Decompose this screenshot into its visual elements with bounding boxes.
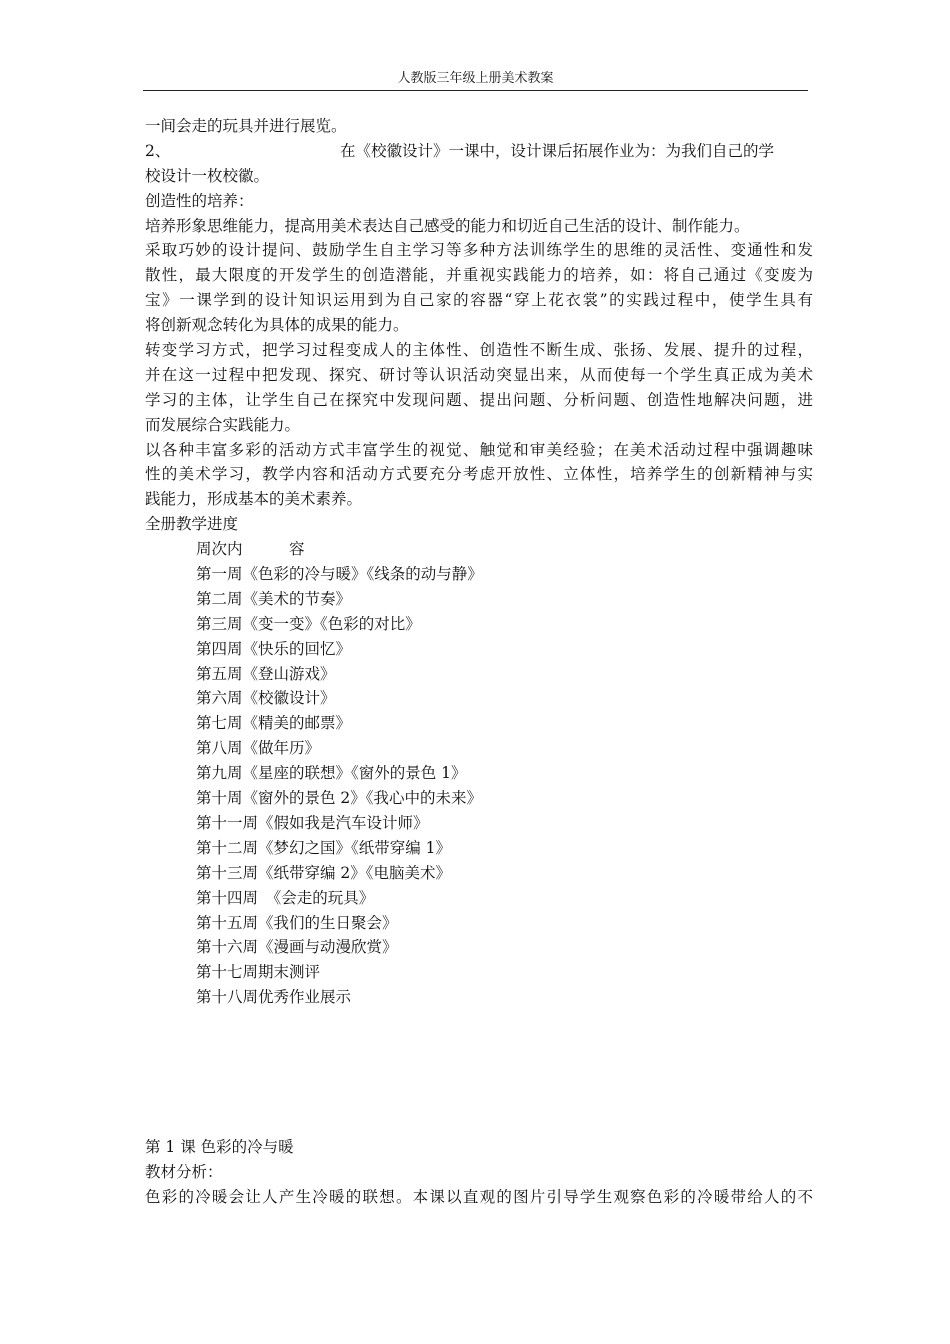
paragraph-line: 将创新观念转化为具体的成果的能力。: [145, 316, 409, 335]
schedule-row: 第一周《色彩的冷与暖》《线条的动与静》: [196, 565, 483, 584]
paragraph-line: 色彩的冷暖会让人产生冷暖的联想。本课以直观的图片引导学生观察色彩的冷暖带给人的不: [145, 1187, 813, 1206]
paragraph-line: 践能力，形成基本的美术素养。: [145, 490, 363, 509]
schedule-row: 第十二周《梦幻之国》《纸带穿编 1》: [196, 838, 452, 857]
schedule-row: 第二周《美术的节奏》: [196, 589, 352, 608]
paragraph-line: 以各种丰富多彩的活动方式丰富学生的视觉、触觉和审美经验；在美术活动过程中强调趣味: [145, 440, 813, 459]
schedule-row: 第十五周《我们的生日聚会》: [196, 913, 398, 932]
schedule-row: 第五周《登山游戏》: [196, 664, 336, 683]
blank-space: [145, 1010, 813, 1135]
schedule-row: 第六周《校徽设计》: [196, 689, 336, 708]
lesson-analysis-heading: 教材分析：: [145, 1162, 223, 1181]
paragraph-line: 散性，最大限度的开发学生的创造潜能，并重视实践能力的培养，如：将自己通过《变废为: [145, 266, 813, 285]
paragraph-line: 宝》一课学到的设计知识运用到为自己家的容器“穿上花衣裳”的实践过程中，使学生具有: [145, 291, 813, 310]
section-heading-schedule: 全册教学进度: [145, 515, 239, 534]
paragraph-line: 学习的主体，让学生自己在探究中发现问题、提出问题、分析问题、创造性地解决问题，进: [145, 390, 813, 409]
schedule-row: 第九周《星座的联想》《窗外的景色 1》: [196, 764, 467, 783]
schedule-list: [196, 537, 813, 1010]
page-header: [143, 70, 808, 91]
schedule-row: 第十三周《纸带穿编 2》《电脑美术》: [196, 863, 452, 882]
schedule-row: 第十六周《漫画与动漫欣赏》: [196, 938, 398, 957]
paragraph-line: 校设计一枚校徽。: [145, 166, 270, 185]
schedule-row: 第四周《快乐的回忆》: [196, 639, 352, 658]
paragraph-line: 一间会走的玩具并进行展览。: [145, 117, 347, 135]
schedule-row: 第三周《变一变》《色彩的对比》: [196, 614, 421, 633]
list-item-number: 2、: [145, 141, 171, 160]
paragraph-line: 而发展综合实践能力。: [145, 415, 301, 434]
header-title: 人教版三年级上册美术教案: [397, 71, 554, 86]
paragraph-line: 转变学习方式，把学习过程变成人的主体性、创造性不断生成、张扬、发展、提升的过程，: [145, 341, 813, 360]
paragraph-line: 采取巧妙的设计提问、鼓励学生自主学习等多种方法训练学生的思维的灵活性、变通性和发: [145, 241, 813, 260]
list-item-text: 在《校徽设计》一课中，设计课后拓展作业为：为我们自己的学: [340, 141, 775, 160]
schedule-row: 第十周《窗外的景色 2》《我心中的未来》: [196, 789, 483, 808]
paragraph-line: 培养形象思维能力，提高用美术表达自己感受的能力和切近自己生活的设计、制作能力。: [145, 216, 750, 235]
schedule-row: 第十八周优秀作业展示: [196, 988, 352, 1007]
schedule-row: 第十七周期末测评: [196, 963, 321, 982]
list-item-2: [145, 139, 813, 164]
schedule-row: 第八周《做年历》: [196, 739, 321, 758]
schedule-row: 第十一周《假如我是汽车设计师》: [196, 813, 429, 832]
paragraph-line: 并在这一过程中把发现、探究、研讨等认识活动突显出来，从而使每一个学生真正成为美术: [145, 365, 813, 384]
schedule-row: 第七周《精美的邮票》: [196, 714, 352, 733]
paragraph-line: 性的美术学习，教学内容和活动方式要充分考虑开放性、立体性，培养学生的创新精神与实: [145, 465, 813, 484]
section-heading-creativity: 创造性的培养：: [145, 191, 254, 210]
lesson-title: 第 1 课 色彩的冷与暖: [145, 1138, 294, 1157]
schedule-column-header: 周次内 容: [196, 540, 305, 559]
schedule-row: 第十四周 《会走的玩具》: [196, 888, 375, 907]
document-body: [145, 114, 813, 1210]
